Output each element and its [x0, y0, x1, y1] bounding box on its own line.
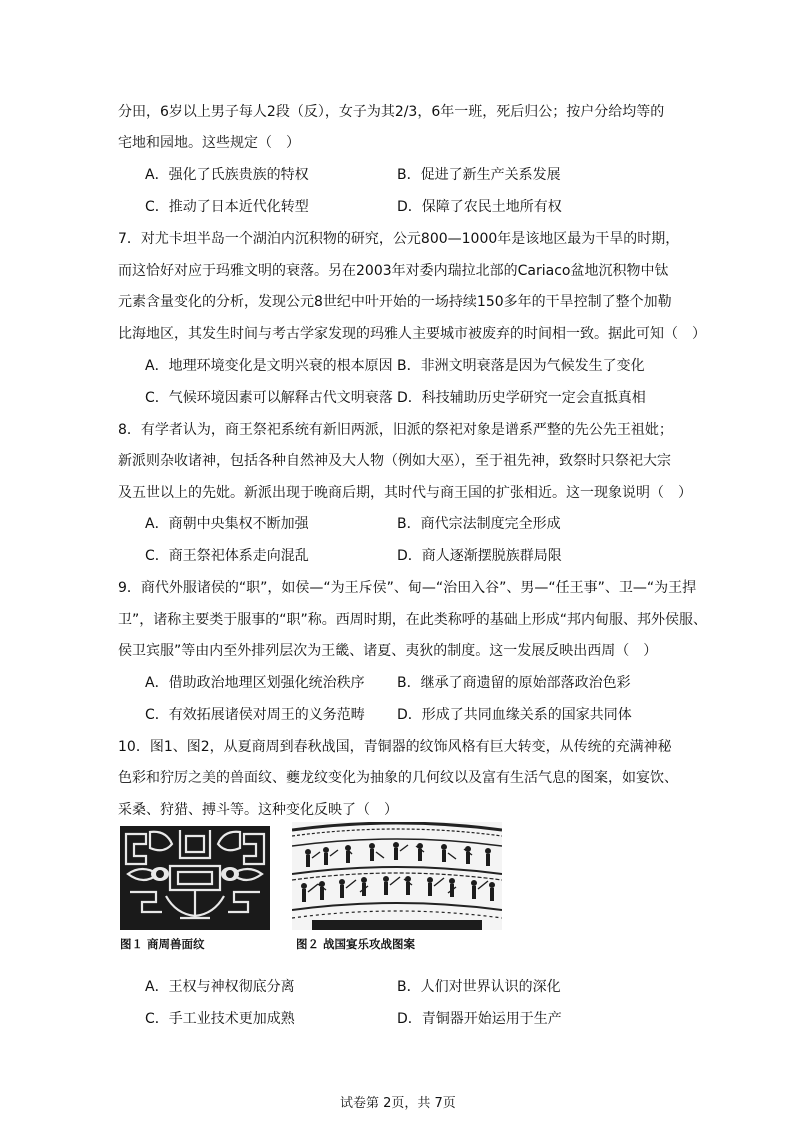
q6-option-c: C．推动了日本近代化转型 [145, 199, 309, 215]
page-footer: 试卷第 2页，共 7页 [340, 1096, 456, 1111]
q7-text-line-4: 比海地区，其发生时间与考古学家发现的玛雅人主要城市被废弃的时间相一致。据此可知（ ） [118, 326, 706, 342]
figure-2-caption: 图２ 战国宴乐攻战图案 [296, 937, 416, 951]
q10-option-b: B．人们对世界认识的深化 [397, 979, 561, 995]
banquet-battle-motif-image [292, 822, 502, 930]
q7-text-line-1: 7．对尤卡坦半岛一个湖泊内沉积物的研究，公元800—1000年是该地区最为干旱的时期， [118, 231, 680, 247]
q10-option-d: D．青铜器开始运用于生产 [397, 1011, 562, 1027]
q7-option-d: D．科技辅助历史学研究一定会直抵真相 [397, 390, 646, 406]
q9-text-line-1: 9．商代外服诸侯的“职”，如侯—“为王斥侯”、甸—“治田入谷”、男—“任王事”、卫—“为王捍 [118, 580, 697, 596]
q7-text-line-3: 元素含量变化的分析，发现公元8世纪中叶开始的一场持续150多年的干旱控制了整个加勒 [118, 294, 672, 310]
q9-text-line-2: 卫”，诸称主要类于服事的“职”称。西周时期，在此类称呼的基础上形成“邦内甸服、邦外侯服、 [118, 612, 708, 628]
figure-1-beast-face-pattern [120, 826, 270, 930]
q7-text-line-2: 而这恰好对应于玛雅文明的衰落。另在2003年对委内瑞拉北部的Cariaco盆地沉积物中钛 [118, 263, 669, 279]
q9-option-c: C．有效拓展诸侯对周王的义务范畴 [145, 707, 365, 723]
q9-option-d: D．形成了共同血缘关系的国家共同体 [397, 707, 632, 723]
q6-option-d: D．保障了农民土地所有权 [397, 199, 562, 215]
q8-option-a: A．商朝中央集权不断加强 [145, 516, 309, 532]
q7-option-c: C．气候环境因素可以解释古代文明衰落 [145, 390, 393, 406]
q10-text-line-3: 采桑、狩猎、搏斗等。这种变化反映了（ ） [118, 802, 398, 818]
q10-option-a: A．王权与神权彻底分离 [145, 979, 295, 995]
q9-option-b: B．继承了商遗留的原始部落政治色彩 [397, 675, 631, 691]
q6-text-line-2: 宅地和园地。这些规定（ ） [118, 135, 300, 151]
q7-option-b: B．非洲文明衰落是因为气候发生了变化 [397, 358, 645, 374]
q9-option-a: A．借助政治地理区划强化统治秩序 [145, 675, 365, 691]
q6-option-a: A．强化了氏族贵族的特权 [145, 167, 309, 183]
q8-text-line-2: 新派则杂收诸神，包括各种自然神及大人物（例如大巫），至于祖先神，致祭时只祭祀大宗 [118, 453, 671, 469]
figure-2-banquet-battle-pattern [292, 822, 502, 930]
q10-text-line-2: 色彩和狞厉之美的兽面纹、夔龙纹变化为抽象的几何纹以及富有生活气息的图案，如宴饮、 [118, 770, 678, 786]
q8-option-b: B．商代宗法制度完全形成 [397, 516, 561, 532]
q8-text-line-1: 8．有学者认为，商王祭祀系统有新旧两派，旧派的祭祀对象是谱系严整的先公先王祖妣； [118, 422, 673, 438]
q6-option-b: B．促进了新生产关系发展 [397, 167, 561, 183]
q7-option-a: A．地理环境变化是文明兴衰的根本原因 [145, 358, 393, 374]
q10-text-line-1: 10．图1、图2，从夏商周到春秋战国，青铜器的纹饰风格有巨大转变，从传统的充满神秘 [118, 739, 672, 755]
figure-1-caption: 图１ 商周兽面纹 [120, 937, 205, 951]
q9-text-line-3: 侯卫宾服”等由内至外排列层次为王畿、诸夏、夷狄的制度。这一发展反映出西周（ ） [118, 643, 658, 659]
q10-option-c: C．手工业技术更加成熟 [145, 1011, 295, 1027]
q8-text-line-3: 及五世以上的先妣。新派出现于晚商后期，其时代与商王国的扩张相近。这一现象说明（ ） [118, 485, 692, 501]
q8-option-d: D．商人逐渐摆脱族群局限 [397, 548, 562, 564]
q6-text-line-1: 分田，6岁以上男子每人2段（反），女子为其2/3，6年一班，死后归公；按户分给均等的 [118, 104, 665, 120]
q8-option-c: C．商王祭祀体系走向混乱 [145, 548, 309, 564]
beast-face-motif-image [120, 826, 270, 930]
